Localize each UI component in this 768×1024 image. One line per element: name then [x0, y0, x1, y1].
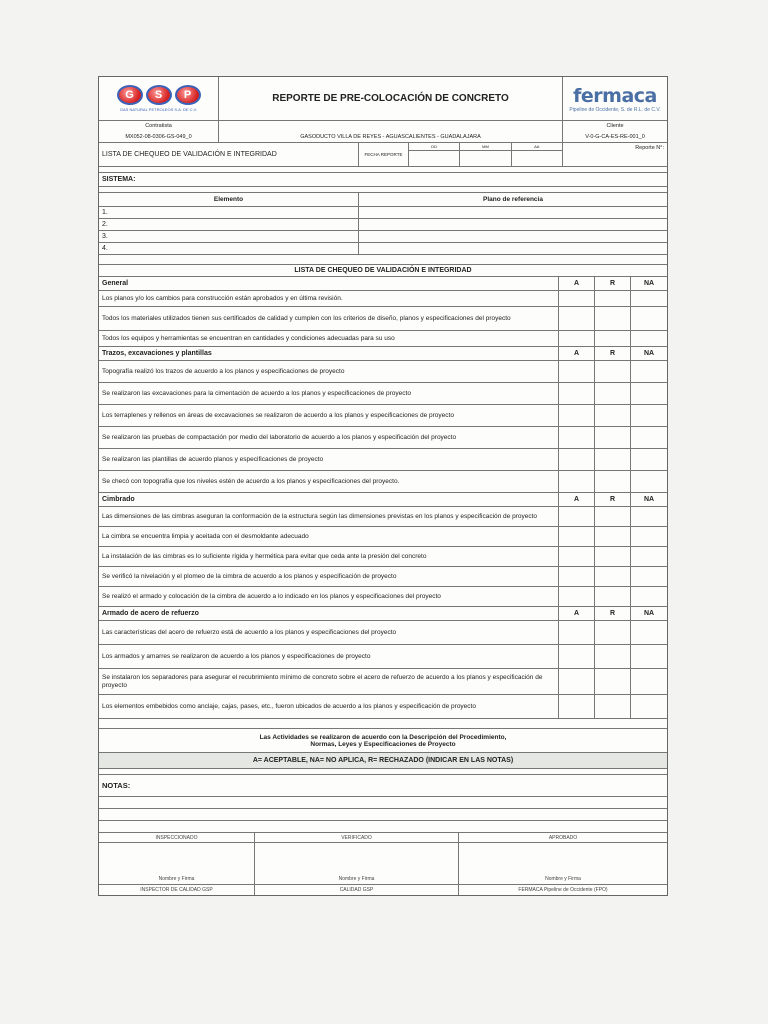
checklist-date-row	[99, 143, 667, 167]
sig-entity-inspeccionado: INSPECTOR DE CALIDAD GSP	[99, 885, 255, 895]
plano-cell[interactable]	[359, 207, 667, 218]
checklist-item-text: Se realizaron las plantillas de acuerdo planos y especificaciones de proyecto	[99, 449, 559, 470]
check-a[interactable]	[559, 471, 595, 492]
check-a[interactable]	[559, 307, 595, 330]
gsp-letter-s: S	[146, 85, 172, 105]
check-a[interactable]	[559, 567, 595, 586]
element-row[interactable]	[99, 243, 667, 255]
section-title: Cimbrado	[99, 493, 559, 506]
sistema-label: SISTEMA:	[102, 176, 136, 183]
section-title: Trazos, excavaciones y plantillas	[99, 347, 559, 360]
contratista-label: Contratista	[99, 121, 219, 131]
checklist-title: LISTA DE CHEQUEO DE VALIDACIÓN E INTEGRIDAD	[99, 143, 359, 166]
element-cell[interactable]: 4.	[99, 243, 359, 254]
checklist-item	[99, 527, 667, 547]
check-a[interactable]	[559, 621, 595, 644]
col-r-header: R	[595, 347, 631, 360]
footer-statement	[99, 729, 667, 753]
checklist-item	[99, 427, 667, 449]
doc-code-right: V-0-G-CA-ES-RE-001_0	[585, 133, 645, 140]
sig-role-verificado: VERIFICADO	[255, 833, 459, 842]
col-r-header: R	[595, 277, 631, 290]
fermaca-wordmark: fermaca	[573, 84, 657, 107]
fermaca-tagline: Pipeline de Occidente, S. de R.L. de C.V.	[569, 106, 661, 113]
check-r[interactable]	[595, 669, 631, 694]
col-r-header: R	[595, 607, 631, 620]
doc-code-left: MX052-08-0306-GS-049_0	[99, 131, 219, 142]
col-r-header: R	[595, 493, 631, 506]
check-r[interactable]	[595, 507, 631, 526]
checklist-item-text: Se instalaron los separadores para asegurar el recubrimiento mínimo de concreto sobre el acero de refuerzo de acuerdo a los planos y especificación de proyecto	[99, 669, 559, 694]
checklist-item-text: Todos los equipos y herramientas se encuentran en cantidades y condiciones adecuadas para su uso	[99, 331, 559, 346]
check-a[interactable]	[559, 383, 595, 404]
check-na[interactable]	[631, 587, 667, 606]
element-cell[interactable]: 2.	[99, 219, 359, 230]
check-r[interactable]	[595, 527, 631, 546]
checklist-item-text: Se realizaron las excavaciones para la cimentación de acuerdo a los planos y especificaciones de proyecto	[99, 383, 559, 404]
footer-statement-1: Las Actividades se realizaron de acuerdo con la Descripción del Procedimiento,	[259, 733, 507, 741]
col-na-header: NA	[643, 280, 655, 287]
check-a[interactable]	[559, 449, 595, 470]
checklist-item	[99, 449, 667, 471]
check-r[interactable]	[595, 405, 631, 426]
checklist-item-text: Se realizaron las pruebas de compactación por medio del laboratorio de acuerdo a los planos y especificación del proyecto	[99, 427, 559, 448]
sig-role-aprobado: APROBADO	[548, 834, 578, 841]
check-a[interactable]	[559, 587, 595, 606]
check-na[interactable]	[631, 331, 667, 346]
check-r[interactable]	[595, 331, 631, 346]
legend-row	[99, 753, 667, 769]
checklist-item-text: Los elementos embebidos como anclaje, cajas, pases, etc., fueron ubicados de acuerdo a los planos y especificación de proyecto	[99, 695, 559, 718]
col-a-header: A	[559, 607, 595, 620]
gsp-letter-g: G	[117, 85, 143, 105]
check-r[interactable]	[595, 449, 631, 470]
col-a-header: A	[559, 493, 595, 506]
check-r[interactable]	[595, 587, 631, 606]
section-header	[99, 493, 667, 507]
checklist-item-text: Se realizó el armado y colocación de la cimbra de acuerdo a lo indicado en los planos y especificaciones del proyecto	[99, 587, 559, 606]
check-r[interactable]	[595, 427, 631, 448]
section-header	[99, 347, 667, 361]
check-na[interactable]	[631, 291, 667, 306]
sistema-row[interactable]	[99, 173, 667, 187]
fecha-label: FECHA REPORTE	[359, 143, 409, 166]
checklist-item	[99, 567, 667, 587]
element-rows	[99, 207, 667, 255]
check-a[interactable]	[559, 507, 595, 526]
notas-line[interactable]	[99, 809, 667, 821]
plano-cell[interactable]	[359, 219, 667, 230]
header-row	[99, 77, 667, 121]
legend: A= ACEPTABLE, NA= NO APLICA, R= RECHAZADO (INDICAR EN LAS NOTAS)	[252, 757, 514, 764]
report-sheet	[98, 76, 668, 896]
checklist-item	[99, 669, 667, 695]
check-r[interactable]	[595, 361, 631, 382]
check-na[interactable]	[631, 645, 667, 668]
check-a[interactable]	[559, 405, 595, 426]
sig-role-inspeccionado: INSPECCIONADO	[99, 833, 255, 842]
footer-statement-2: Normas, Leyes y Especificaciones de Proyecto	[310, 740, 456, 748]
checklist-item	[99, 405, 667, 427]
plano-cell[interactable]	[359, 231, 667, 242]
sig-name-verificado[interactable]: Nombre y Firma	[255, 843, 459, 884]
col-plano: Plano de referencia	[483, 196, 543, 203]
dd-field[interactable]	[409, 151, 460, 166]
cliente-label: Cliente	[606, 123, 624, 129]
plano-cell[interactable]	[359, 243, 667, 254]
labels-row	[99, 121, 667, 131]
gsp-company: GAS NATURAL PETROLEOS S.A. DE C.V.	[119, 107, 198, 112]
element-row[interactable]	[99, 207, 667, 219]
check-na[interactable]	[631, 621, 667, 644]
mm-label: MM	[460, 143, 511, 150]
section-title: Armado de acero de refuerzo	[99, 607, 559, 620]
check-na[interactable]	[631, 507, 667, 526]
checklist-item	[99, 507, 667, 527]
notas-line[interactable]	[99, 821, 667, 833]
check-r[interactable]	[595, 695, 631, 718]
check-a[interactable]	[559, 427, 595, 448]
checklist-item	[99, 621, 667, 645]
check-r[interactable]	[595, 291, 631, 306]
signature-entities	[99, 885, 667, 895]
report-title: REPORTE DE PRE-COLOCACIÓN DE CONCRETO	[219, 77, 563, 120]
checklist-item	[99, 471, 667, 493]
codes-row	[99, 131, 667, 143]
check-a[interactable]	[559, 547, 595, 566]
mm-field[interactable]	[460, 151, 511, 166]
check-na[interactable]	[631, 405, 667, 426]
gsp-letter-p: P	[175, 85, 201, 105]
check-a[interactable]	[559, 361, 595, 382]
sig-name-aprobado[interactable]: Nombre y Firma	[545, 876, 581, 882]
checklist-item	[99, 695, 667, 719]
checklist-heading-row	[99, 265, 667, 277]
checklist-item-text: Los planos y/o los cambios para construcción están aprobados y en última revisión.	[99, 291, 559, 306]
check-na[interactable]	[631, 427, 667, 448]
notas-line[interactable]	[99, 797, 667, 809]
checklist-item-text: Las características del acero de refuerzo está de acuerdo a los planos y especificaciones del proyecto	[99, 621, 559, 644]
check-na[interactable]	[631, 361, 667, 382]
checklist-item-text: Topografía realizó los trazos de acuerdo a los planos y especificaciones de proyecto	[99, 361, 559, 382]
date-fields	[409, 143, 563, 166]
check-a[interactable]	[559, 695, 595, 718]
element-cell[interactable]: 3.	[99, 231, 359, 242]
checklist-item-text: Todos los materiales utilizados tienen sus certificados de calidad y cumplen con los criterios de diseño, planos y especificaciones del proyecto	[99, 307, 559, 330]
check-na[interactable]	[631, 669, 667, 694]
check-na[interactable]	[631, 449, 667, 470]
checklist-item	[99, 383, 667, 405]
check-na[interactable]	[631, 383, 667, 404]
col-elemento: Elemento	[99, 193, 359, 206]
checklist-item-text: Se checó con topografía que los niveles estén de acuerdo a los planos y especificaciones del proyecto.	[99, 471, 559, 492]
project-name: GASODUCTO VILLA DE REYES - AGUASCALIENTES - GUADALAJARA	[219, 131, 563, 142]
section-header	[99, 277, 667, 291]
col-a-header: A	[559, 277, 595, 290]
check-r[interactable]	[595, 307, 631, 330]
checklist-item-text: Los armados y amarres se realizaron de acuerdo a los planos y especificaciones de proyecto	[99, 645, 559, 668]
check-na[interactable]	[631, 471, 667, 492]
checklist-item-text: Las dimensiones de las cimbras aseguran la conformación de la estructura según las dimensiones previstas en los planos y especificación de proyecto	[99, 507, 559, 526]
col-na-header: NA	[643, 496, 655, 503]
check-na[interactable]	[631, 547, 667, 566]
check-na[interactable]	[631, 567, 667, 586]
aa-label: AA	[534, 144, 540, 149]
section-header	[99, 607, 667, 621]
check-r[interactable]	[595, 645, 631, 668]
check-na[interactable]	[631, 695, 667, 718]
checklist-item	[99, 291, 667, 307]
dd-label: DD	[409, 143, 460, 150]
gsp-logo	[99, 77, 219, 120]
section-title: General	[99, 277, 559, 290]
check-r[interactable]	[595, 547, 631, 566]
element-row[interactable]	[99, 231, 667, 243]
checklist-sections	[99, 277, 667, 719]
sig-name-inspeccionado[interactable]: Nombre y Firma	[99, 843, 255, 884]
checklist-item	[99, 331, 667, 347]
checklist-item-text: Se verificó la nivelación y el plomeo de la cimbra de acuerdo a los planos y especificación de proyecto	[99, 567, 559, 586]
checklist-item	[99, 307, 667, 331]
reporte-number[interactable]: Reporte N°:	[635, 145, 664, 151]
element-row[interactable]	[99, 219, 667, 231]
checklist-item-text: La instalación de las cimbras es lo suficiente rígida y hermética para evitar que ceda ante la presión del concreto	[99, 547, 559, 566]
sig-entity-verificado: CALIDAD GSP	[255, 885, 459, 895]
col-a-header: A	[559, 347, 595, 360]
checklist-item-text: La cimbra se encuentra limpia y aceitada con el desmoldante adecuado	[99, 527, 559, 546]
check-r[interactable]	[595, 621, 631, 644]
sig-entity-aprobado: FERMACA Pipeline de Occidente (FPO)	[518, 887, 608, 893]
checklist-item	[99, 587, 667, 607]
col-na-header: NA	[643, 610, 655, 617]
check-na[interactable]	[631, 527, 667, 546]
notas-label: NOTAS:	[102, 781, 131, 790]
check-a[interactable]	[559, 645, 595, 668]
check-a[interactable]	[559, 527, 595, 546]
col-na-header: NA	[643, 350, 655, 357]
check-a[interactable]	[559, 291, 595, 306]
check-a[interactable]	[559, 669, 595, 694]
check-a[interactable]	[559, 331, 595, 346]
check-r[interactable]	[595, 567, 631, 586]
checklist-item	[99, 547, 667, 567]
fermaca-logo	[563, 77, 667, 120]
notas-row[interactable]	[99, 775, 667, 797]
aa-field[interactable]	[512, 151, 562, 166]
signature-roles	[99, 833, 667, 843]
check-na[interactable]	[631, 307, 667, 330]
checklist-heading: LISTA DE CHEQUEO DE VALIDACIÓN E INTEGRIDAD	[294, 267, 472, 274]
signature-boxes[interactable]	[99, 843, 667, 885]
elements-header	[99, 193, 667, 207]
check-r[interactable]	[595, 383, 631, 404]
checklist-item-text: Los terraplenes y rellenos en áreas de excavaciones se realizaron de acuerdo a los planos y especificaciones de proyecto	[99, 405, 559, 426]
checklist-item	[99, 645, 667, 669]
check-r[interactable]	[595, 471, 631, 492]
checklist-item	[99, 361, 667, 383]
element-cell[interactable]: 1.	[99, 207, 359, 218]
